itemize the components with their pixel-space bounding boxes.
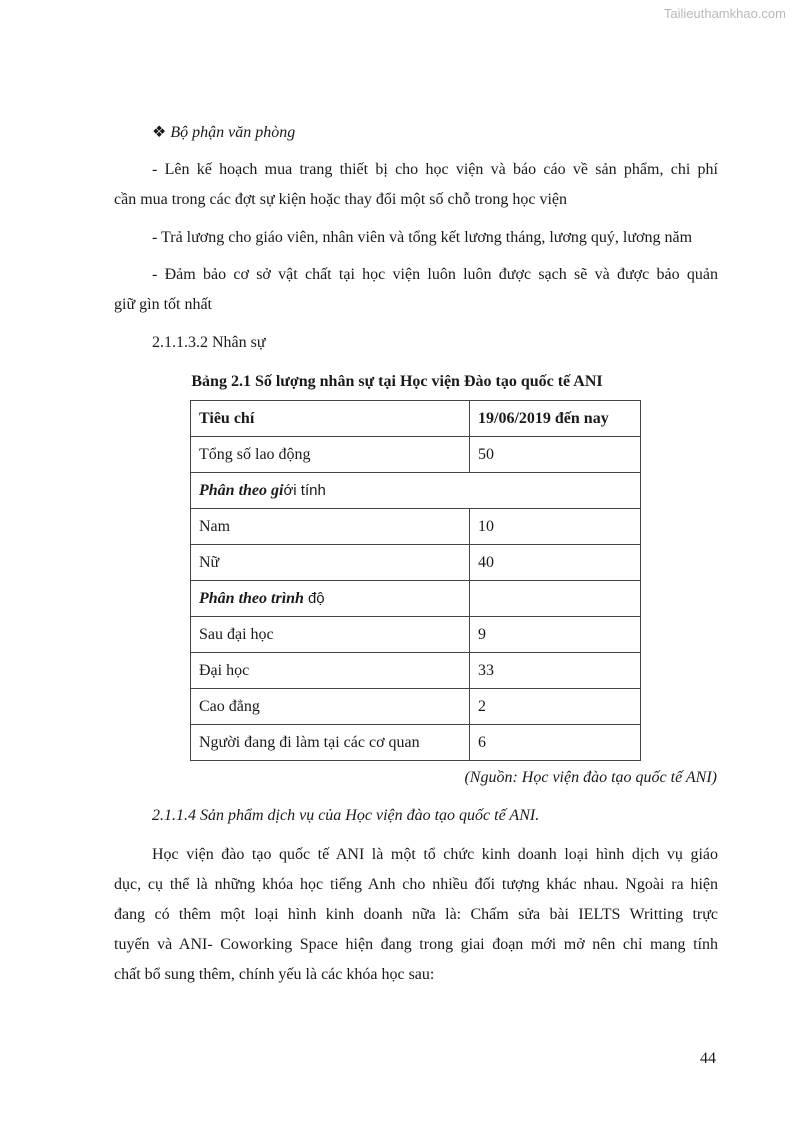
office-heading-text: Bộ phận văn phòng <box>170 124 296 141</box>
table-group-row <box>191 473 641 509</box>
row-label: Sau đại học <box>191 617 470 653</box>
staff-table <box>190 400 641 761</box>
products-paragraph-line: Học viện đào tạo quốc tế ANI là một tổ chức kinh doanh loại hình dịch vụ giáo <box>152 846 718 863</box>
table-row <box>191 653 641 689</box>
row-label: Tổng số lao động <box>191 437 470 473</box>
office-paragraph-1-line-2: cần mua trong các đợt sự kiện hoặc thay đổi một số chỗ trong học viện <box>114 191 568 208</box>
products-heading: 2.1.1.4 Sản phẩm dịch vụ của Học viện đào tạo quốc tế ANI. <box>152 807 540 824</box>
products-paragraph-line: tuyến và ANI- Coworking Space hiện đang trong giai đoạn mới mở nên chỉ mang tính <box>114 936 718 953</box>
header-criteria: Tiêu chí <box>191 401 470 437</box>
table-row <box>191 689 641 725</box>
office-paragraph-3-line-1: - Đảm bảo cơ sở vật chất tại học viện luôn luôn được sạch sẽ và được bảo quản <box>152 266 718 283</box>
table-row <box>191 545 641 581</box>
products-paragraph-line: chất bổ sung thêm, chính yếu là các khóa học sau: <box>114 966 435 983</box>
office-heading <box>152 122 295 142</box>
diamond-bullet-icon: ❖ <box>152 124 167 141</box>
table-row <box>191 509 641 545</box>
staff-section-heading: 2.1.1.3.2 Nhân sự <box>152 334 266 351</box>
row-label: Nam <box>191 509 470 545</box>
table-row <box>191 617 641 653</box>
row-value: 9 <box>470 617 641 653</box>
table-caption: Bảng 2.1 Số lượng nhân sự tại Học viện Đào tạo quốc tế ANI <box>191 373 603 390</box>
page-number: 44 <box>700 1050 716 1067</box>
products-paragraph-line: đang có thêm một loại hình kinh doanh nữa là: Chấm sửa bài IELTS Writting trực <box>114 906 718 923</box>
row-value: 10 <box>470 509 641 545</box>
row-value: 50 <box>470 437 641 473</box>
group-education-label: Phân theo trình độ <box>191 581 470 617</box>
group-education-empty <box>470 581 641 617</box>
table-header-row <box>191 401 641 437</box>
row-value: 6 <box>470 725 641 761</box>
header-period: 19/06/2019 đến nay <box>470 401 641 437</box>
row-label: Nữ <box>191 545 470 581</box>
table-row <box>191 725 641 761</box>
office-paragraph-2: - Trả lương cho giáo viên, nhân viên và tổng kết lương tháng, lương quý, lương năm <box>152 229 693 246</box>
watermark: Tailieuthamkhao.com <box>663 6 786 21</box>
office-paragraph-3-line-2: giữ gìn tốt nhất <box>114 296 212 313</box>
table-source: (Nguồn: Học viện đào tạo quốc tế ANI) <box>464 769 717 786</box>
table-row <box>191 437 641 473</box>
group-gender-label: Phân theo giới tính <box>191 473 641 509</box>
row-label: Người đang đi làm tại các cơ quan <box>191 725 470 761</box>
products-paragraph-line: dục, cụ thể là những khóa học tiếng Anh cho nhiều đối tượng khác nhau. Ngoài ra hiện <box>114 876 718 893</box>
row-value: 40 <box>470 545 641 581</box>
row-label: Cao đẳng <box>191 689 470 725</box>
row-value: 2 <box>470 689 641 725</box>
row-value: 33 <box>470 653 641 689</box>
office-paragraph-1-line-1: - Lên kế hoạch mua trang thiết bị cho học viện và báo cáo về sản phẩm, chi phí <box>152 161 718 178</box>
table-group-row <box>191 581 641 617</box>
row-label: Đại học <box>191 653 470 689</box>
